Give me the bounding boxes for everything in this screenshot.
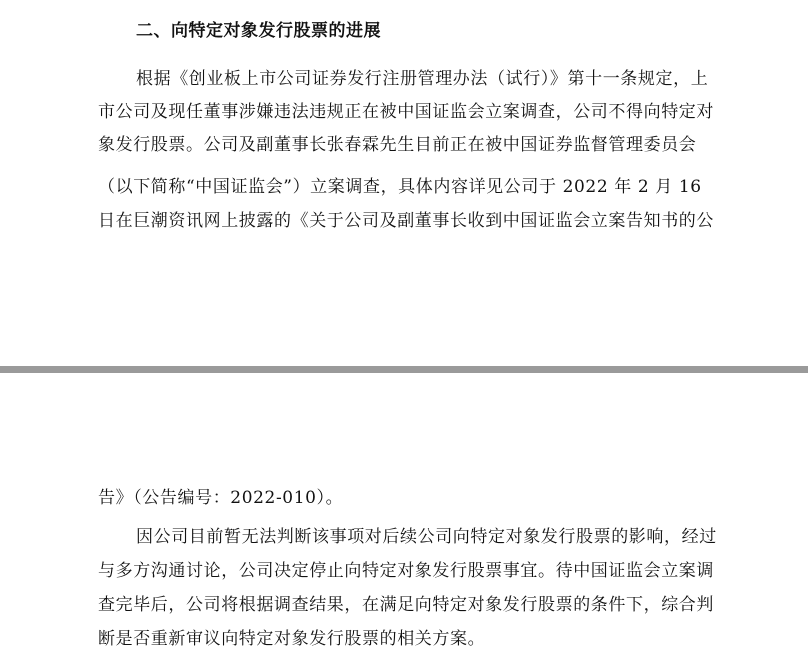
section-heading: 二、向特定对象发行股票的进展 (136, 21, 381, 41)
paragraph1-line: 市公司及现任董事涉嫌违法违规正在被中国证监会立案调查，公司不得向特定对 (98, 102, 714, 122)
paragraph2-line: 因公司目前暂无法判断该事项对后续公司向特定对象发行股票的影响，经过 (136, 527, 717, 547)
paragraph1-line: 根据《创业板上市公司证券发行注册管理办法（试行）》第十一条规定，上 (136, 69, 709, 89)
paragraph2-line: 断是否重新审议向特定对象发行股票的相关方案。 (98, 629, 486, 649)
continuation-line: 告》（公告编号：2022-010）。 (98, 488, 344, 508)
page-break-divider (0, 366, 808, 373)
paragraph2-line: 与多方沟通讨论，公司决定停止向特定对象发行股票事宜。待中国证监会立案调 (98, 561, 714, 581)
page-bottom (0, 373, 808, 668)
paragraph1-line: 日在巨潮资讯网上披露的《关于公司及副董事长收到中国证监会立案告知书的公 (98, 211, 714, 231)
paragraph1-line: （以下简称“中国证监会”）立案调查，具体内容详见公司于 2022 年 2 月 16 (98, 177, 702, 197)
paragraph1-line: 象发行股票。公司及副董事长张春霖先生目前正在被中国证券监督管理委员会 (98, 135, 697, 155)
paragraph2-line: 查完毕后，公司将根据调查结果，在满足向特定对象发行股票的条件下，综合判 (98, 595, 714, 615)
